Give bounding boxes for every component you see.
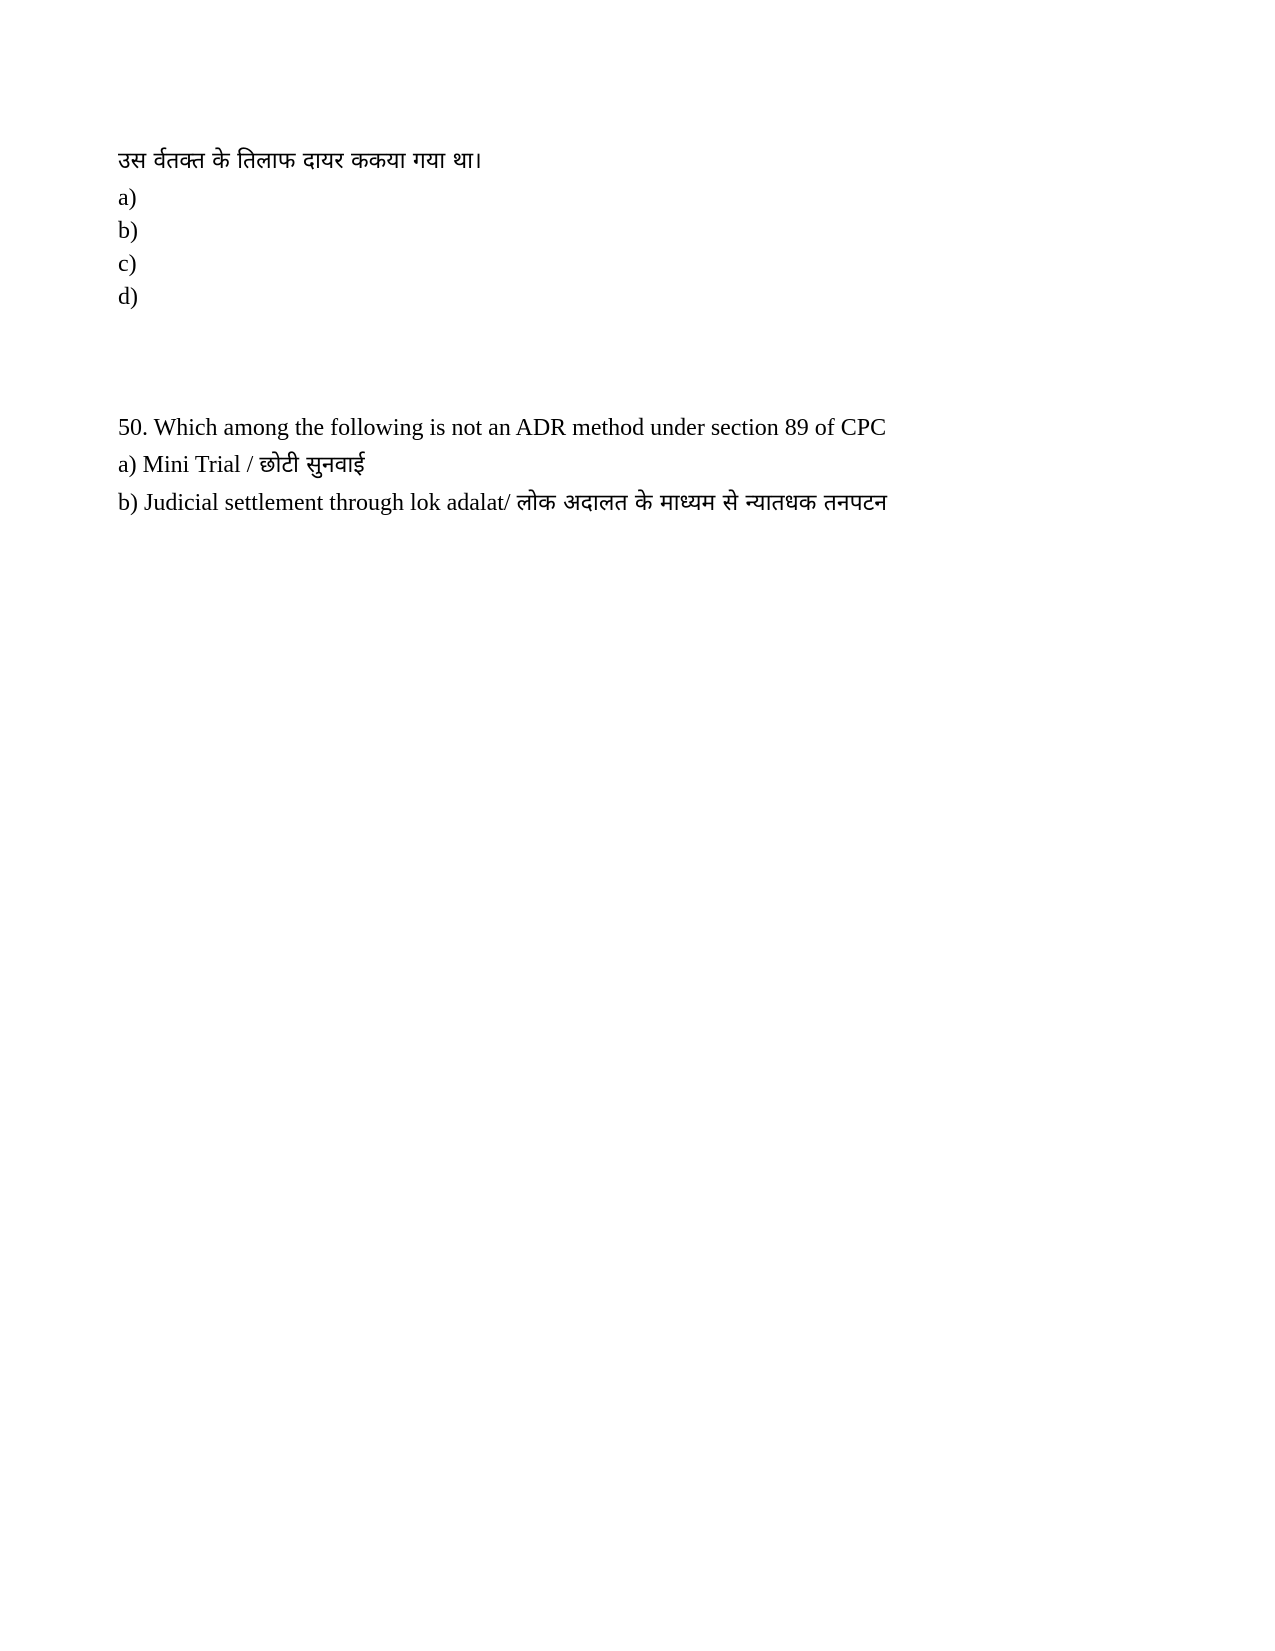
prev-option-c: c) xyxy=(118,251,137,277)
question-50-option-b xyxy=(118,488,887,518)
question-50-option-a xyxy=(118,450,365,480)
question-50-text: 50. Which among the following is not an ADR method under section 89 of CPC xyxy=(118,415,887,441)
prev-option-d: d) xyxy=(118,284,138,310)
option-a-english: a) Mini Trial / xyxy=(118,452,260,478)
option-b-hindi: लोक अदालत के माध्यम से न्यातधक तनपटन xyxy=(516,490,888,516)
prev-option-b: b) xyxy=(118,218,138,244)
prev-option-a: a) xyxy=(118,185,137,211)
prev-question-continuation: उस र्वतक्त के तिलाफ दायर ककया गया था। xyxy=(118,148,482,174)
option-a-hindi: छोटी सुनवाई xyxy=(259,452,365,478)
option-b-english: b) Judicial settlement through lok adalat/ xyxy=(118,490,517,516)
